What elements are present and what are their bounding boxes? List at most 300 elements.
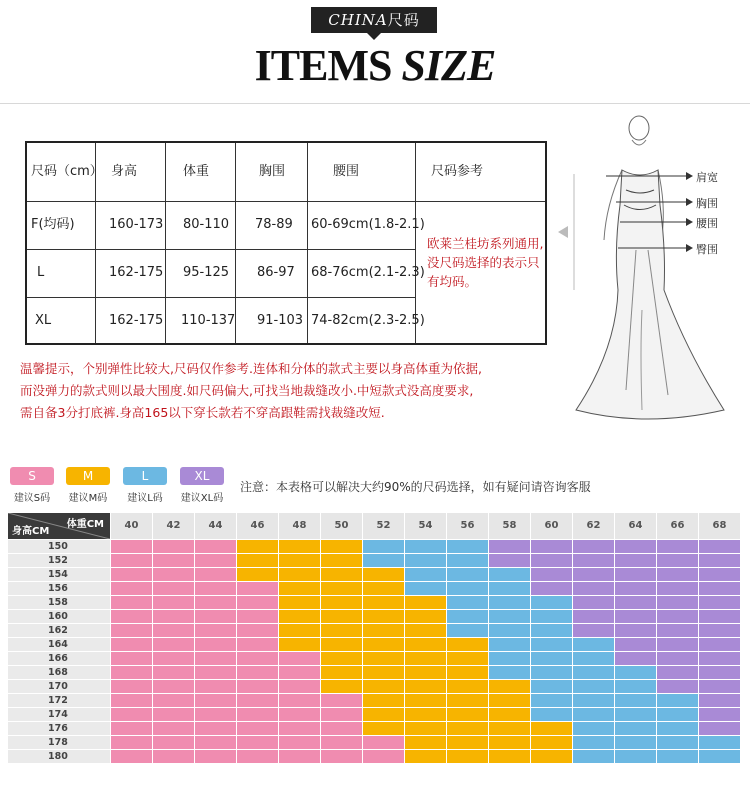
- grid-cell-xl: [656, 595, 698, 609]
- grid-cell-s: [236, 651, 278, 665]
- grid-cell-m: [236, 553, 278, 567]
- grid-cell-s: [236, 581, 278, 595]
- grid-cell-l: [614, 735, 656, 749]
- grid-cell-l: [572, 693, 614, 707]
- grid-cell-s: [278, 693, 320, 707]
- grid-cell-l: [530, 693, 572, 707]
- grid-cell-m: [320, 595, 362, 609]
- height-header-cell: 180: [8, 749, 110, 763]
- grid-cell-xl: [530, 581, 572, 595]
- grid-cell-m: [446, 749, 488, 763]
- header-reference: 尺码参考: [431, 164, 484, 179]
- weight-header-cell: 48: [278, 513, 320, 539]
- legend-l-caption: 建议L码: [127, 493, 163, 504]
- grid-cell-xl: [656, 609, 698, 623]
- grid-cell-s: [110, 749, 152, 763]
- grid-cell-s: [152, 735, 194, 749]
- grid-cell-s: [152, 651, 194, 665]
- grid-cell-m: [320, 539, 362, 553]
- grid-cell-m: [446, 735, 488, 749]
- grid-cell-xl: [656, 637, 698, 651]
- height-header-cell: 172: [8, 693, 110, 707]
- grid-cell-l: [488, 567, 530, 581]
- grid-cell-m: [278, 595, 320, 609]
- title-items: ITEMS: [254, 41, 392, 90]
- grid-cell-m: [404, 749, 446, 763]
- label-waist: 腰围: [696, 217, 718, 230]
- grid-cell-l: [446, 581, 488, 595]
- grid-cell-l: [530, 707, 572, 721]
- grid-cell-xl: [656, 623, 698, 637]
- grid-cell-s: [320, 707, 362, 721]
- grid-cell-m: [446, 693, 488, 707]
- grid-cell-s: [152, 539, 194, 553]
- grid-cell-xl: [572, 539, 614, 553]
- grid-cell-s: [152, 749, 194, 763]
- weight-header-cell: 50: [320, 513, 362, 539]
- grid-cell-s: [278, 679, 320, 693]
- grid-cell-s: [110, 735, 152, 749]
- grid-cell-s: [236, 707, 278, 721]
- grid-cell-s: [236, 735, 278, 749]
- grid-cell-m: [362, 623, 404, 637]
- grid-cell-m: [320, 553, 362, 567]
- grid-cell-m: [320, 637, 362, 651]
- grid-cell-s: [152, 679, 194, 693]
- grid-cell-xl: [698, 623, 740, 637]
- row-xl-waist: 74-82cm(2.3-2.5): [311, 313, 425, 328]
- grid-cell-m: [404, 665, 446, 679]
- row-xl-size: XL: [35, 313, 52, 328]
- grid-cell-m: [446, 637, 488, 651]
- grid-cell-xl: [614, 595, 656, 609]
- legend-m-pill: M: [66, 467, 110, 485]
- grid-cell-l: [446, 623, 488, 637]
- grid-cell-l: [530, 665, 572, 679]
- grid-cell-s: [152, 707, 194, 721]
- grid-cell-xl: [572, 581, 614, 595]
- grid-cell-l: [446, 609, 488, 623]
- grid-cell-s: [194, 595, 236, 609]
- grid-cell-xl: [698, 637, 740, 651]
- grid-cell-m: [320, 581, 362, 595]
- row-xl-weight: 110-137: [181, 313, 236, 328]
- grid-cell-l: [446, 567, 488, 581]
- grid-cell-m: [362, 721, 404, 735]
- grid-cell-l: [404, 581, 446, 595]
- weight-header-cell: 54: [404, 513, 446, 539]
- grid-cell-l: [488, 651, 530, 665]
- grid-cell-l: [530, 623, 572, 637]
- grid-cell-s: [236, 721, 278, 735]
- grid-cell-l: [614, 665, 656, 679]
- grid-cell-s: [194, 735, 236, 749]
- warm-tip-line: 温馨提示，个别弹性比较大,尺码仅作参考.连体和分体的款式主要以身高体重为依据,: [20, 361, 482, 376]
- grid-cell-s: [194, 721, 236, 735]
- grid-cell-s: [236, 637, 278, 651]
- grid-cell-l: [362, 539, 404, 553]
- grid-cell-l: [656, 735, 698, 749]
- height-header-cell: 160: [8, 609, 110, 623]
- grid-cell-l: [572, 637, 614, 651]
- grid-cell-l: [488, 637, 530, 651]
- grid-cell-xl: [656, 679, 698, 693]
- grid-cell-xl: [656, 567, 698, 581]
- grid-cell-xl: [656, 665, 698, 679]
- grid-cell-m: [404, 707, 446, 721]
- grid-cell-xl: [614, 651, 656, 665]
- size-table: [25, 141, 547, 345]
- grid-cell-m: [320, 609, 362, 623]
- grid-cell-m: [530, 721, 572, 735]
- grid-cell-m: [404, 623, 446, 637]
- grid-cell-s: [110, 567, 152, 581]
- legend-xl-caption: 建议XL码: [180, 493, 224, 504]
- grid-cell-l: [362, 553, 404, 567]
- corner-height-label: 身高CM: [12, 526, 50, 537]
- corner-weight-label: 体重CM: [66, 519, 104, 530]
- grid-cell-l: [488, 623, 530, 637]
- grid-cell-xl: [656, 539, 698, 553]
- label-shoulder: 肩宽: [696, 171, 718, 184]
- height-header-cell: 156: [8, 581, 110, 595]
- grid-cell-s: [110, 679, 152, 693]
- row-f-waist: 60-69cm(1.8-2.1): [311, 217, 425, 232]
- title-size: SIZE: [401, 41, 496, 90]
- grid-cell-s: [236, 595, 278, 609]
- label-hip: 臀围: [696, 243, 718, 256]
- grid-cell-m: [362, 665, 404, 679]
- grid-cell-m: [446, 679, 488, 693]
- grid-cell-m: [446, 651, 488, 665]
- grid-cell-m: [404, 595, 446, 609]
- grid-cell-s: [194, 567, 236, 581]
- grid-cell-m: [362, 637, 404, 651]
- grid-cell-s: [278, 707, 320, 721]
- grid-cell-m: [278, 539, 320, 553]
- grid-cell-m: [362, 595, 404, 609]
- dress-illustration: [556, 110, 746, 450]
- grid-cell-s: [236, 749, 278, 763]
- height-header-cell: 174: [8, 707, 110, 721]
- legend-l: [123, 467, 167, 504]
- row-xl-height: 162-175: [109, 313, 164, 328]
- grid-cell-s: [152, 609, 194, 623]
- weight-header-cell: 46: [236, 513, 278, 539]
- grid-cell-xl: [698, 707, 740, 721]
- badge-pointer: [367, 33, 381, 40]
- label-bust: 胸围: [696, 197, 718, 210]
- grid-cell-m: [488, 693, 530, 707]
- grid-cell-m: [362, 567, 404, 581]
- grid-cell-xl: [698, 651, 740, 665]
- grid-cell-s: [152, 553, 194, 567]
- grid-cell-s: [236, 693, 278, 707]
- grid-cell-s: [236, 665, 278, 679]
- grid-cell-s: [194, 707, 236, 721]
- grid-cell-l: [656, 749, 698, 763]
- legend-m-caption: 建议M码: [68, 493, 108, 504]
- grid-cell-m: [278, 637, 320, 651]
- weight-header-cell: 66: [656, 513, 698, 539]
- legend-s-pill: S: [10, 467, 54, 485]
- grid-cell-xl: [614, 637, 656, 651]
- header-weight: 体重: [183, 164, 210, 179]
- grid-cell-s: [236, 679, 278, 693]
- grid-cell-l: [488, 665, 530, 679]
- grid-cell-m: [446, 721, 488, 735]
- grid-cell-l: [572, 735, 614, 749]
- grid-cell-m: [404, 637, 446, 651]
- grid-cell-s: [110, 637, 152, 651]
- grid-cell-s: [194, 609, 236, 623]
- row-f-bust: 78-89: [255, 217, 293, 232]
- grid-cell-l: [488, 581, 530, 595]
- grid-cell-l: [572, 707, 614, 721]
- page-title: [0, 40, 750, 91]
- grid-cell-xl: [656, 553, 698, 567]
- grid-cell-xl: [614, 539, 656, 553]
- grid-cell-m: [362, 651, 404, 665]
- grid-cell-xl: [698, 539, 740, 553]
- height-header-cell: 152: [8, 553, 110, 567]
- grid-cell-l: [530, 609, 572, 623]
- grid-cell-s: [194, 637, 236, 651]
- weight-header-cell: 56: [446, 513, 488, 539]
- grid-cell-m: [362, 581, 404, 595]
- badge-cn: 尺码: [387, 11, 420, 29]
- grid-cell-s: [110, 609, 152, 623]
- grid-cell-m: [488, 735, 530, 749]
- grid-cell-s: [152, 693, 194, 707]
- grid-cell-l: [530, 679, 572, 693]
- grid-cell-xl: [572, 595, 614, 609]
- grid-cell-l: [446, 539, 488, 553]
- grid-cell-s: [194, 693, 236, 707]
- row-l-bust: 86-97: [257, 265, 295, 280]
- grid-cell-l: [572, 665, 614, 679]
- grid-cell-s: [110, 623, 152, 637]
- grid-cell-m: [446, 665, 488, 679]
- grid-cell-m: [278, 553, 320, 567]
- weight-header-cell: 40: [110, 513, 152, 539]
- dress-sketch: [556, 110, 746, 450]
- grid-cell-s: [194, 553, 236, 567]
- grid-cell-xl: [572, 553, 614, 567]
- grid-cell-m: [236, 539, 278, 553]
- table-divider: [307, 143, 308, 343]
- row-l-height: 162-175: [109, 265, 164, 280]
- grid-cell-l: [446, 595, 488, 609]
- grid-cell-s: [110, 651, 152, 665]
- grid-cell-m: [530, 735, 572, 749]
- grid-cell-xl: [698, 553, 740, 567]
- grid-cell-s: [194, 679, 236, 693]
- grid-cell-xl: [572, 567, 614, 581]
- height-header-cell: 158: [8, 595, 110, 609]
- grid-cell-l: [614, 693, 656, 707]
- grid-cell-xl: [572, 623, 614, 637]
- grid-cell-xl: [698, 567, 740, 581]
- grid-cell-m: [404, 693, 446, 707]
- grid-cell-s: [320, 721, 362, 735]
- height-header-cell: 170: [8, 679, 110, 693]
- grid-cell-m: [278, 623, 320, 637]
- weight-header-cell: 62: [572, 513, 614, 539]
- reference-note: 欧莱兰桂坊系列通用,没尺码选择的表示只有均码。: [427, 236, 544, 289]
- grid-cell-m: [320, 651, 362, 665]
- grid-cell-s: [320, 749, 362, 763]
- header-divider: [0, 103, 750, 104]
- grid-cell-l: [530, 637, 572, 651]
- grid-cell-m: [488, 707, 530, 721]
- grid-cell-s: [362, 735, 404, 749]
- grid-cell-s: [110, 581, 152, 595]
- weight-header-cell: 42: [152, 513, 194, 539]
- grid-cell-l: [614, 679, 656, 693]
- grid-cell-l: [698, 749, 740, 763]
- china-size-badge: [311, 7, 437, 33]
- grid-cell-l: [488, 595, 530, 609]
- grid-cell-m: [404, 609, 446, 623]
- grid-cell-s: [278, 665, 320, 679]
- row-f-size: F(均码): [31, 217, 75, 232]
- grid-cell-l: [488, 609, 530, 623]
- warm-tip-line: 需自备3分打底裤.身高165以下穿长款若不穿高跟鞋需找裁缝改短.: [20, 405, 385, 420]
- legend-s-caption: 建议S码: [13, 493, 51, 504]
- height-header-cell: 168: [8, 665, 110, 679]
- grid-cell-xl: [614, 623, 656, 637]
- legend-note: 注意：本表格可以解决大约90%的尺码选择，如有疑问请咨询客服: [240, 480, 591, 494]
- weight-header-cell: 58: [488, 513, 530, 539]
- grid-cell-s: [320, 735, 362, 749]
- grid-cell-l: [614, 749, 656, 763]
- grid-cell-m: [404, 651, 446, 665]
- grid-cell-s: [194, 665, 236, 679]
- grid-cell-m: [446, 707, 488, 721]
- grid-cell-s: [152, 581, 194, 595]
- grid-cell-xl: [614, 553, 656, 567]
- grid-cell-l: [530, 595, 572, 609]
- grid-cell-m: [362, 693, 404, 707]
- grid-cell-xl: [488, 539, 530, 553]
- height-header-cell: 150: [8, 539, 110, 553]
- legend-xl-pill: XL: [180, 467, 224, 485]
- grid-cell-l: [446, 553, 488, 567]
- row-f-weight: 80-110: [183, 217, 230, 232]
- row-xl-bust: 91-103: [257, 313, 304, 328]
- table-divider: [165, 143, 166, 343]
- legend-m: [66, 467, 110, 504]
- grid-cell-xl: [488, 553, 530, 567]
- weight-header-cell: 44: [194, 513, 236, 539]
- weight-header-cell: 52: [362, 513, 404, 539]
- grid-cell-s: [110, 693, 152, 707]
- grid-cell-s: [110, 665, 152, 679]
- grid-cell-m: [278, 609, 320, 623]
- header-waist: 腰围: [333, 164, 360, 179]
- grid-cell-xl: [698, 721, 740, 735]
- grid-cell-s: [152, 595, 194, 609]
- grid-cell-s: [152, 567, 194, 581]
- row-l-waist: 68-76cm(2.1-2.3): [311, 265, 425, 280]
- grid-cell-s: [278, 721, 320, 735]
- height-header-cell: 164: [8, 637, 110, 651]
- size-recommendation-grid: [8, 513, 740, 763]
- grid-cell-l: [614, 721, 656, 735]
- legend-xl: [180, 467, 224, 504]
- grid-cell-m: [488, 721, 530, 735]
- grid-cell-xl: [614, 567, 656, 581]
- grid-cell-m: [320, 679, 362, 693]
- grid-cell-s: [236, 623, 278, 637]
- grid-cell-s: [152, 637, 194, 651]
- height-header-cell: 176: [8, 721, 110, 735]
- grid-cell-l: [530, 651, 572, 665]
- weight-header-cell: 68: [698, 513, 740, 539]
- grid-cell-l: [656, 707, 698, 721]
- grid-cell-l: [572, 749, 614, 763]
- grid-cell-s: [362, 749, 404, 763]
- grid-cell-xl: [530, 539, 572, 553]
- weight-header-cell: 60: [530, 513, 572, 539]
- header-height: 身高: [111, 164, 138, 179]
- weight-header-cell: 64: [614, 513, 656, 539]
- row-l-size: L: [37, 265, 45, 280]
- grid-cell-l: [656, 693, 698, 707]
- grid-cell-s: [110, 539, 152, 553]
- grid-cell-xl: [698, 665, 740, 679]
- grid-cell-m: [278, 581, 320, 595]
- grid-corner: [8, 513, 110, 539]
- grid-cell-m: [362, 679, 404, 693]
- grid-cell-l: [572, 651, 614, 665]
- grid-cell-m: [320, 623, 362, 637]
- grid-cell-xl: [656, 651, 698, 665]
- header-size: 尺码（cm）: [31, 164, 103, 179]
- grid-cell-xl: [530, 567, 572, 581]
- row-f-height: 160-173: [109, 217, 164, 232]
- grid-cell-s: [110, 553, 152, 567]
- grid-cell-s: [110, 595, 152, 609]
- grid-cell-l: [572, 679, 614, 693]
- grid-cell-s: [152, 623, 194, 637]
- grid-cell-m: [362, 609, 404, 623]
- grid-cell-m: [530, 749, 572, 763]
- grid-cell-m: [404, 679, 446, 693]
- grid-cell-m: [488, 749, 530, 763]
- grid-cell-l: [404, 567, 446, 581]
- grid-cell-s: [278, 735, 320, 749]
- grid-cell-xl: [656, 581, 698, 595]
- badge-en: CHINA: [328, 11, 388, 29]
- height-header-cell: 154: [8, 567, 110, 581]
- grid-cell-m: [236, 567, 278, 581]
- grid-cell-m: [362, 707, 404, 721]
- legend-s: [10, 467, 54, 504]
- grid-cell-l: [698, 735, 740, 749]
- grid-cell-xl: [614, 581, 656, 595]
- warm-tip-line: 而没弹力的款式则以最大围度.如尺码偏大,可找当地裁缝改小.中短款式没高度要求,: [20, 383, 474, 398]
- grid-cell-s: [194, 651, 236, 665]
- legend-l-pill: L: [123, 467, 167, 485]
- grid-cell-l: [572, 721, 614, 735]
- height-header-cell: 178: [8, 735, 110, 749]
- grid-cell-l: [614, 707, 656, 721]
- grid-cell-s: [194, 539, 236, 553]
- grid-cell-xl: [530, 553, 572, 567]
- grid-cell-xl: [698, 581, 740, 595]
